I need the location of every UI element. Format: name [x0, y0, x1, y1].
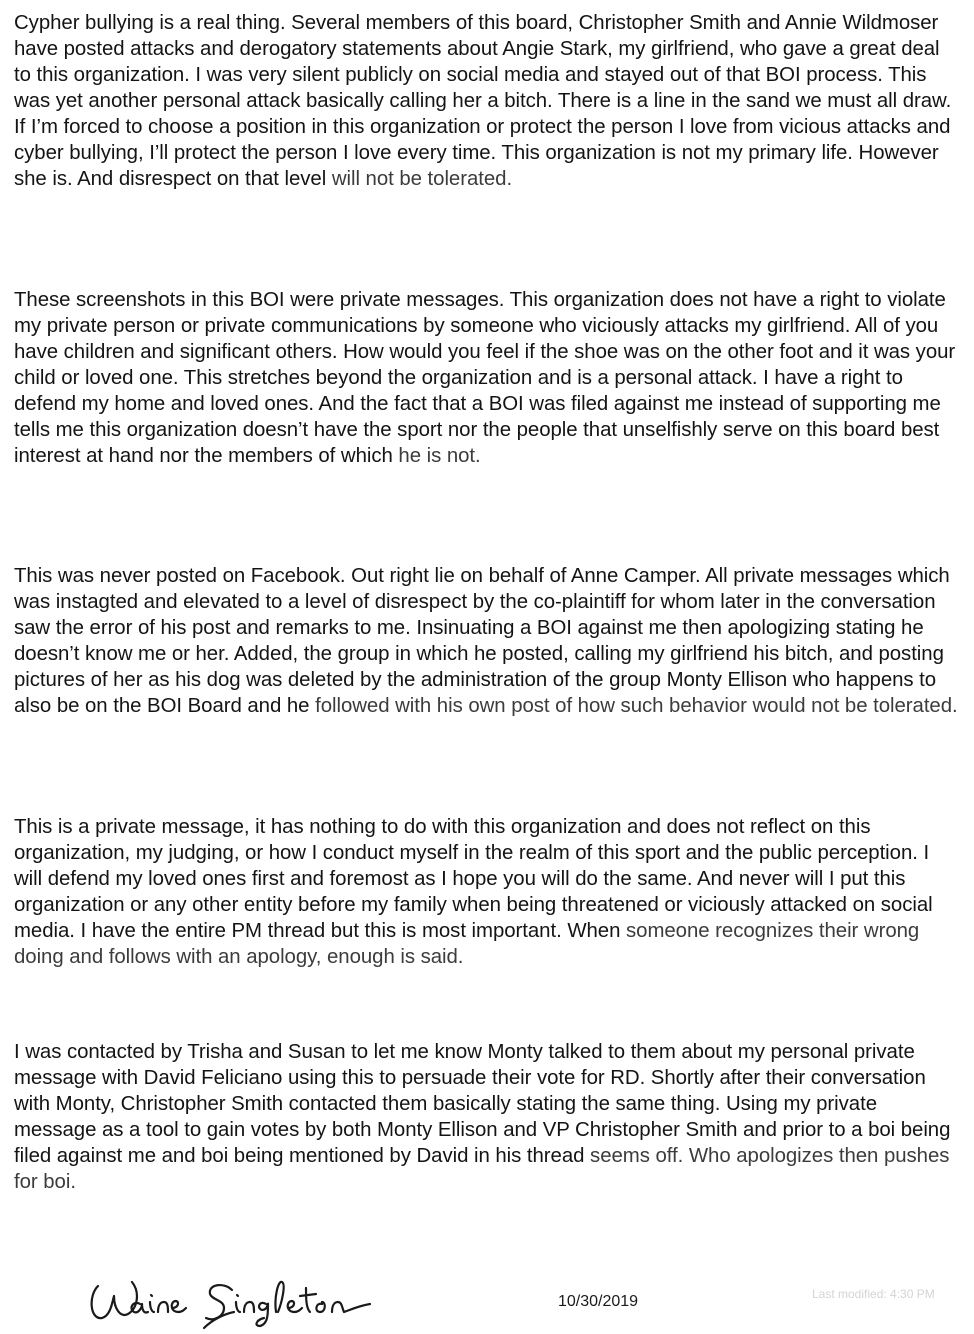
paragraph-private-messages	[14, 287, 958, 469]
paragraph-tail: followed with his own post of how such behavior would not be tolerated.	[315, 695, 958, 717]
paragraph-tail: he is not.	[398, 445, 481, 467]
paragraph-never-posted	[14, 563, 958, 719]
paragraph-text: These screenshots in this BOI were private messages. This organization does not have a right to violate my private person or private communications by someone who viciously attacks my girlfriend. All of you have children and significant others. How would you feel if the shoe was on the other foot and it was your child or loved one. This stretches beyond the organization and is a personal attack. I have a right to defend my home and loved ones. And the fact that a BOI was filed against me instead of supporting me tells me this organization doesn’t have the sport nor the people that unselfishly serve on this board best interest at hand nor the members of which	[14, 289, 956, 467]
paragraph-text: This is a private message, it has nothing to do with this organization and does not reflect on this organization, my judging, or how I conduct myself in the realm of this sport and the public perception. I will defend my loved ones first and foremost as I hope you will do the same. And never will I put this organization or any other entity before my family when being threatened or viciously attacked on social media. I have the entire PM thread but this is most important. When	[14, 816, 933, 942]
paragraph-text: I was contacted by Trisha and Susan to let me know Monty talked to them about my personal private message with David Feliciano using this to persuade their vote for RD. Shortly after their conversation with Monty, Christopher Smith contacted them basically stating the same thing. Using my private message as a tool to gain votes by both Monty Ellison and VP Christopher Smith and prior to a boi being filed against me and boi being mentioned by David in his thread	[14, 1041, 951, 1167]
paragraph-tail: will not be tolerated.	[331, 168, 513, 190]
paragraph-tail: seems off. Who apologizes then pushes for boi.	[14, 1145, 950, 1193]
signature-date: 10/30/2019	[558, 1293, 639, 1310]
paragraph-text: This was never posted on Facebook. Out right lie on behalf of Anne Camper. All private messages which was instagted and elevated to a level of disrespect by the co-plaintiff for whom later in the conversation saw the error of his post and remarks to me. Insinuating a BOI against me then apologizing stating he doesn’t know me or her. Added, the group in which he posted, calling my girlfriend his bitch, and posting pictures of her as his dog was deleted by the administration of the group Monty Ellison who happens to also be on the BOI Board and he	[14, 565, 950, 717]
paragraph-text: Cypher bullying is a real thing. Several members of this board, Christopher Smith and Annie Wildmoser have posted attacks and derogatory statements about Angie Stark, my girlfriend, who gave a great deal to this organization. I was very silent publicly on social media and stayed out of that BOI process. This was yet another personal attack basically calling her a bitch. There is a line in the sand we must all draw. If I’m forced to choose a position in this organization or protect the person I love from vicious attacks and cyber bullying, I’ll protect the person I love every time. This organization is not my primary life. However she is. And disrespect on that level	[14, 12, 952, 190]
paragraph-cyber-bullying	[14, 10, 958, 192]
handwritten-signature	[84, 1268, 384, 1330]
paragraph-contacted	[14, 1039, 958, 1195]
paragraph-tail: someone recognizes their wrong doing and follows with an apology, enough is said.	[14, 920, 920, 968]
last-modified-label: Last modified: 4:30 PM	[812, 1287, 935, 1301]
paragraph-private-message	[14, 814, 958, 970]
